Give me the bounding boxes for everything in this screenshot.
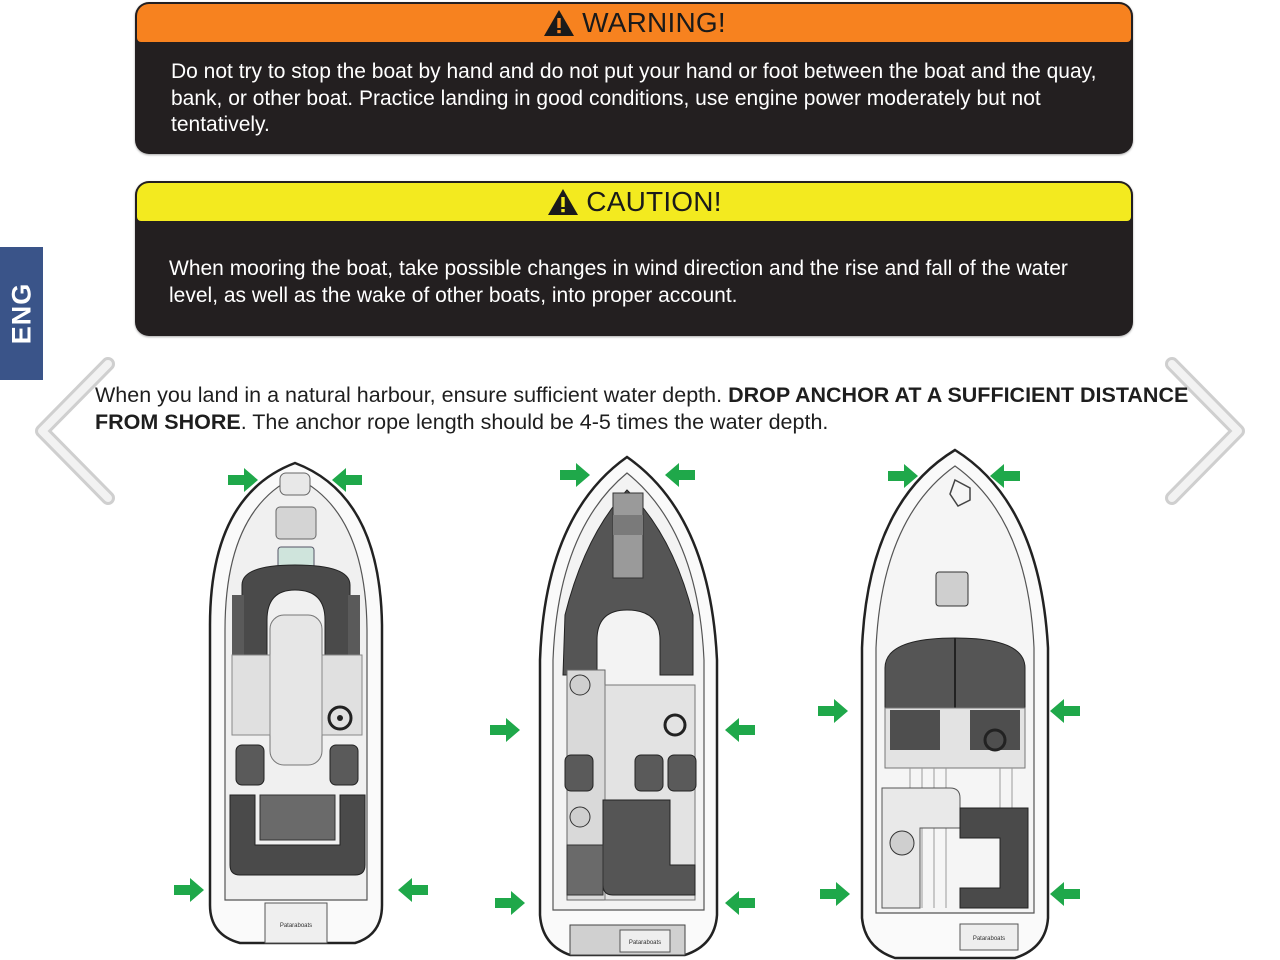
transom-label: Pataraboats	[628, 940, 662, 946]
caution-text: When mooring the boat, take possible changes in wind direction and the rise and fall of the water level, as well as the wake of other boats, into proper account.	[169, 257, 1068, 307]
warning-header	[137, 4, 1131, 42]
caution-triangle-icon	[546, 187, 580, 217]
boat-diagram-bowrider	[170, 455, 440, 960]
warning-notice	[135, 2, 1133, 154]
warning-title: WARNING!	[582, 7, 726, 38]
harbour-instructions	[95, 382, 1195, 436]
caution-header	[137, 183, 1131, 221]
transom-label: Pataraboats	[279, 923, 313, 929]
intro-text-b: . The anchor rope length should be 4-5 times the water depth.	[240, 410, 829, 434]
caution-title: CAUTION!	[586, 186, 722, 217]
warning-triangle-icon	[542, 8, 576, 38]
transom-label: Pataraboats	[972, 936, 1006, 942]
boat-diagram-cabin-cruiser	[810, 448, 1095, 960]
intro-text-a: When you land in a natural harbour, ensure sufficient water depth.	[95, 383, 729, 407]
warning-text: Do not try to stop the boat by hand and do not put your hand or foot between the boat and the quay, bank, or other boat. Practice landing in good conditions, use engine power moderately but not tentatively.	[171, 60, 1097, 136]
intro-text-bold: DROP ANCHOR AT A SUFFICIENT DISTANCE FROM SHORE	[95, 383, 1189, 434]
boat-diagram-cuddy-cabin	[485, 455, 770, 960]
caution-notice	[135, 181, 1133, 336]
language-label: ENG	[6, 282, 37, 345]
